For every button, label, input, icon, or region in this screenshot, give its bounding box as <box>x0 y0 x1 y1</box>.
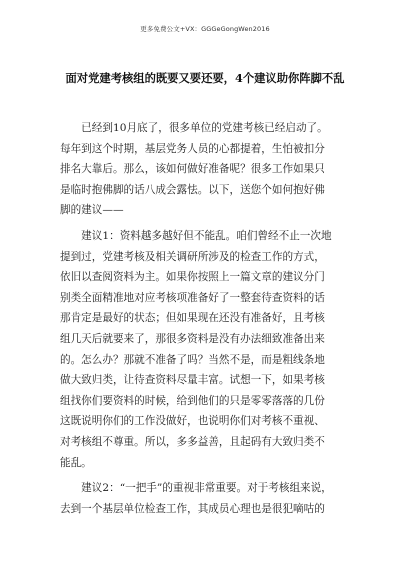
paragraph <box>60 226 350 473</box>
document-title: 面对党建考核组的既要又要还要，4个建议助你阵脚不乱 <box>65 71 345 85</box>
paragraph-line: 别类全面精准地对应考核项准备好了一整套待查资料的话 <box>60 291 325 304</box>
paragraph-line: 这既说明你们的工作没做好，也说明你们对考核不重视、 <box>60 415 325 428</box>
paragraph <box>60 478 350 519</box>
paragraph-line: 去到一个基层单位检查工作，其成员心理也是很犯嘀咕的 <box>60 502 325 515</box>
page-header-note: 更多免费公文+VX：GGGeGongWen2016 <box>140 25 270 33</box>
paragraph-line: 已经到10月底了，很多单位的党建考核已经启动了。 <box>60 122 328 134</box>
paragraph-line: 能乱。 <box>60 456 92 469</box>
paragraph-line: 那肯定是最好的状态；但如果现在还没有准备好，且考核 <box>60 312 325 325</box>
paragraph-line: 建议2：“一把手”的重视非常重要。对于考核组来说， <box>60 482 332 495</box>
paragraph-line: 提到过，党建考核及相关调研所涉及的检查工作的方式， <box>60 250 325 263</box>
paragraph-line: 对考核组不尊重。所以，多多益善，且起码有大致归类不 <box>60 435 325 448</box>
paragraph-line: 排名大靠后。那么，该如何做好准备呢？很多工作如果只 <box>60 163 325 176</box>
paragraph-line: 的。怎么办？那就不准备了吗？当然不是，而是粗线条地 <box>60 353 325 366</box>
paragraph-line: 每年到这个时期，基层党务人员的心都提着，生怕被扣分 <box>60 142 325 155</box>
paragraph <box>60 118 350 221</box>
document-body <box>60 118 350 519</box>
paragraph-line: 依旧以查阅资料为主。如果你按照上一篇文章的建议分门 <box>60 271 325 284</box>
paragraph-line: 组找你们要资料的时候，给到他们的只是零零落落的几份 <box>60 394 325 407</box>
paragraph-line: 是临时抱佛脚的话八成会露怯。以下，送您个如何抱好佛 <box>60 183 325 196</box>
paragraph-line: 脚的建议—— <box>60 204 124 217</box>
paragraph-line: 建议1：资料越多越好但不能乱。咱们曾经不止一次地 <box>60 229 332 242</box>
paragraph-line: 组几天后就要来了，那很多资料是没有办法细致准备出来 <box>60 332 325 345</box>
paragraph-line: 做大致归类，让待查资料尽量丰富。试想一下，如果考核 <box>60 374 325 387</box>
